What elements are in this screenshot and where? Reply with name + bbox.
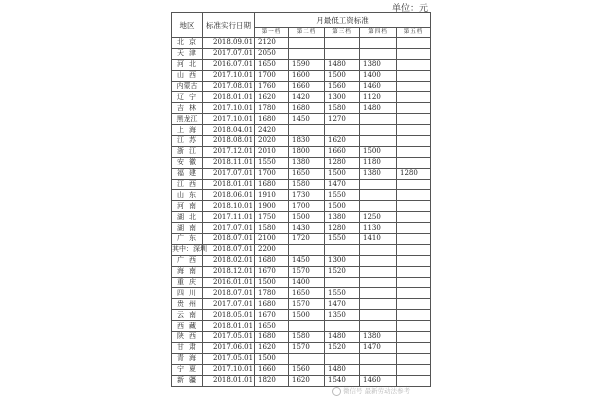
tier-1-cell: 1650: [255, 59, 289, 70]
tier-4-cell: [360, 266, 397, 277]
tier-5-cell: [397, 190, 431, 201]
header-tier-1: 第一档: [255, 28, 289, 38]
table-row: [172, 48, 431, 59]
tier-4-cell: 1460: [360, 81, 397, 92]
region-cell: 河北: [172, 59, 203, 70]
region-cell: 浙江: [172, 146, 203, 157]
region-cell: 黑龙江: [172, 114, 203, 125]
date-cell: 2018.09.01: [203, 38, 255, 49]
tier-3-cell: 1350: [325, 310, 360, 321]
date-cell: 2018.04.01: [203, 125, 255, 136]
tier-2-cell: 1580: [289, 179, 325, 190]
tier-4-cell: 1410: [360, 234, 397, 245]
tier-2-cell: 1560: [289, 364, 325, 375]
tier-3-cell: 1480: [325, 59, 360, 70]
table-row: [172, 179, 431, 190]
region-cell: 吉林: [172, 103, 203, 114]
date-cell: 2017.11.01: [203, 212, 255, 223]
tier-5-cell: [397, 223, 431, 234]
watermark-logo-icon: [332, 387, 341, 396]
table-row: [172, 277, 431, 288]
header-wage-group: 月最低工资标准: [255, 13, 431, 28]
tier-4-cell: [360, 364, 397, 375]
table-row: [172, 92, 431, 103]
tier-3-cell: [325, 38, 360, 49]
tier-5-cell: [397, 353, 431, 364]
tier-4-cell: 1180: [360, 157, 397, 168]
tier-4-cell: 1470: [360, 342, 397, 353]
table-row: [172, 299, 431, 310]
tier-5-cell: [397, 288, 431, 299]
region-cell: 辽宁: [172, 92, 203, 103]
table-row: [172, 146, 431, 157]
region-cell: 宁夏: [172, 364, 203, 375]
date-cell: 2016.07.01: [203, 59, 255, 70]
tier-1-cell: 1700: [255, 168, 289, 179]
table-row: [172, 38, 431, 49]
tier-3-cell: 1660: [325, 146, 360, 157]
tier-1-cell: 1680: [255, 332, 289, 343]
tier-4-cell: 1380: [360, 168, 397, 179]
tier-1-cell: 1670: [255, 310, 289, 321]
date-cell: 2018.02.01: [203, 255, 255, 266]
tier-5-cell: [397, 136, 431, 147]
tier-1-cell: 1750: [255, 212, 289, 223]
tier-5-cell: [397, 321, 431, 332]
tier-2-cell: 1720: [289, 234, 325, 245]
region-cell: 河南: [172, 201, 203, 212]
region-cell: 其中：深圳: [172, 245, 207, 254]
table-row: [172, 168, 431, 179]
tier-5-cell: [397, 157, 431, 168]
header-region: 地区: [172, 13, 203, 38]
date-cell: 2018.12.01: [203, 266, 255, 277]
tier-4-cell: 1460: [360, 375, 397, 386]
tier-4-cell: [360, 190, 397, 201]
tier-1-cell: 1780: [255, 103, 289, 114]
tier-3-cell: 1470: [325, 179, 360, 190]
tier-3-cell: 1280: [325, 223, 360, 234]
tier-1-cell: 1500: [255, 277, 289, 288]
tier-5-cell: [397, 310, 431, 321]
tier-1-cell: 1680: [255, 114, 289, 125]
tier-1-cell: 2200: [255, 244, 289, 255]
date-cell: 2018.05.01: [203, 310, 255, 321]
table-row: [172, 59, 431, 70]
tier-5-cell: [397, 266, 431, 277]
tier-1-cell: 2420: [255, 125, 289, 136]
minimum-wage-table: [171, 12, 431, 387]
tier-2-cell: 1800: [289, 146, 325, 157]
tier-5-cell: [397, 125, 431, 136]
region-cell: 陕西: [172, 332, 203, 343]
tier-1-cell: 2120: [255, 38, 289, 49]
table-row: [172, 223, 431, 234]
tier-2-cell: 1430: [289, 223, 325, 234]
date-cell: 2018.06.01: [203, 190, 255, 201]
tier-4-cell: [360, 321, 397, 332]
tier-2-cell: 1500: [289, 310, 325, 321]
tier-4-cell: 1380: [360, 59, 397, 70]
tier-5-cell: [397, 146, 431, 157]
region-cell: 重庆: [172, 277, 203, 288]
tier-5-cell: [397, 48, 431, 59]
tier-3-cell: 1550: [325, 190, 360, 201]
date-cell: 2017.10.01: [203, 114, 255, 125]
tier-5-cell: [397, 364, 431, 375]
tier-4-cell: 1250: [360, 212, 397, 223]
date-cell: 2017.10.01: [203, 103, 255, 114]
tier-2-cell: [289, 321, 325, 332]
date-cell: 2018.10.01: [203, 201, 255, 212]
tier-3-cell: [325, 125, 360, 136]
date-cell: 2017.05.01: [203, 353, 255, 364]
region-cell: 江西: [172, 179, 203, 190]
tier-2-cell: [289, 38, 325, 49]
date-cell: 2017.07.01: [203, 168, 255, 179]
tier-1-cell: 1500: [255, 353, 289, 364]
tier-4-cell: [360, 179, 397, 190]
table-row: [172, 342, 431, 353]
header-tier-4: 第四档: [360, 28, 397, 38]
header-tier-2: 第二档: [289, 28, 325, 38]
date-cell: 2017.05.01: [203, 332, 255, 343]
tier-1-cell: 1550: [255, 157, 289, 168]
tier-3-cell: 1470: [325, 299, 360, 310]
tier-4-cell: [360, 38, 397, 49]
date-cell: 2017.10.01: [203, 70, 255, 81]
tier-1-cell: 1660: [255, 364, 289, 375]
tier-2-cell: 1400: [289, 277, 325, 288]
tier-4-cell: [360, 299, 397, 310]
header-tier-3: 第三档: [325, 28, 360, 38]
tier-3-cell: [325, 321, 360, 332]
tier-2-cell: 1680: [289, 103, 325, 114]
tier-5-cell: [397, 255, 431, 266]
region-cell: 山东: [172, 190, 203, 201]
tier-3-cell: 1520: [325, 266, 360, 277]
table-row: [172, 190, 431, 201]
tier-3-cell: 1300: [325, 92, 360, 103]
tier-4-cell: [360, 114, 397, 125]
tier-1-cell: 1820: [255, 375, 289, 386]
tier-3-cell: 1500: [325, 201, 360, 212]
tier-4-cell: [360, 353, 397, 364]
tier-2-cell: 1570: [289, 266, 325, 277]
region-cell: 北京: [172, 38, 203, 49]
tier-4-cell: [360, 125, 397, 136]
tier-1-cell: 1910: [255, 190, 289, 201]
tier-5-cell: [397, 332, 431, 343]
tier-5-cell: [397, 375, 431, 386]
tier-5-cell: [397, 277, 431, 288]
region-cell: 天津: [172, 48, 203, 59]
tier-4-cell: 1130: [360, 223, 397, 234]
tier-1-cell: 2100: [255, 234, 289, 245]
region-cell: 贵州: [172, 299, 203, 310]
tier-3-cell: 1560: [325, 81, 360, 92]
date-cell: 2017.07.01: [203, 223, 255, 234]
tier-1-cell: 1760: [255, 81, 289, 92]
table-row: [172, 114, 431, 125]
date-cell: 2017.07.01: [203, 48, 255, 59]
tier-1-cell: 1620: [255, 342, 289, 353]
tier-2-cell: 1650: [289, 168, 325, 179]
tier-2-cell: 1450: [289, 255, 325, 266]
tier-1-cell: 1680: [255, 299, 289, 310]
region-cell: 新疆: [172, 375, 203, 386]
tier-3-cell: [325, 353, 360, 364]
tier-1-cell: 1780: [255, 288, 289, 299]
region-cell: 内蒙古: [172, 81, 203, 92]
tier-5-cell: [397, 201, 431, 212]
date-cell: 2017.07.01: [203, 299, 255, 310]
date-cell: 2018.01.01: [203, 92, 255, 103]
tier-4-cell: 1500: [360, 146, 397, 157]
date-cell: 2018.11.01: [203, 157, 255, 168]
tier-5-cell: [397, 114, 431, 125]
tier-1-cell: 1900: [255, 201, 289, 212]
tier-1-cell: 1670: [255, 266, 289, 277]
table-row: [172, 332, 431, 343]
tier-4-cell: [360, 244, 397, 255]
tier-4-cell: [360, 48, 397, 59]
tier-2-cell: 1730: [289, 190, 325, 201]
table-row: [172, 364, 431, 375]
date-cell: 2018.07.01: [203, 288, 255, 299]
region-cell: 江苏: [172, 136, 203, 147]
watermark-text: 微信号 最新劳动法参考: [343, 387, 411, 395]
tier-1-cell: 1620: [255, 92, 289, 103]
date-cell: 2017.10.01: [203, 364, 255, 375]
watermark: [332, 386, 410, 396]
unit-label: 单位：元: [391, 4, 428, 14]
tier-2-cell: 1650: [289, 288, 325, 299]
region-cell: 海南: [172, 266, 203, 277]
tier-5-cell: [397, 212, 431, 223]
tier-2-cell: 1580: [289, 332, 325, 343]
tier-3-cell: 1270: [325, 114, 360, 125]
table-row: [172, 81, 431, 92]
table-row: [172, 136, 431, 147]
tier-2-cell: 1660: [289, 81, 325, 92]
tier-4-cell: [360, 288, 397, 299]
tier-5-cell: [397, 244, 431, 255]
tier-3-cell: 1300: [325, 255, 360, 266]
tier-3-cell: 1480: [325, 332, 360, 343]
tier-5-cell: [397, 179, 431, 190]
tier-3-cell: 1520: [325, 342, 360, 353]
region-cell: 四川: [172, 288, 203, 299]
tier-1-cell: 1650: [255, 321, 289, 332]
table-row: [172, 244, 431, 255]
table-row: [172, 234, 431, 245]
header-tier-5: 第五档: [397, 28, 431, 38]
table-row: [172, 375, 431, 386]
tier-3-cell: 1580: [325, 103, 360, 114]
tier-4-cell: 1380: [360, 332, 397, 343]
tier-5-cell: 1280: [397, 168, 431, 179]
region-cell: 湖南: [172, 223, 203, 234]
tier-3-cell: 1500: [325, 70, 360, 81]
tier-2-cell: 1700: [289, 201, 325, 212]
tier-2-cell: 1380: [289, 157, 325, 168]
tier-2-cell: 1450: [289, 114, 325, 125]
tier-1-cell: 2010: [255, 146, 289, 157]
tier-1-cell: 1680: [255, 255, 289, 266]
tier-2-cell: [289, 244, 325, 255]
tier-5-cell: [397, 234, 431, 245]
tier-4-cell: [360, 201, 397, 212]
region-cell: 湖北: [172, 212, 203, 223]
tier-2-cell: [289, 353, 325, 364]
tier-4-cell: [360, 310, 397, 321]
region-cell: 安徽: [172, 157, 203, 168]
region-cell: 广东: [172, 234, 203, 245]
tier-2-cell: 1570: [289, 299, 325, 310]
tier-2-cell: [289, 125, 325, 136]
region-cell: 青海: [172, 353, 203, 364]
tier-4-cell: [360, 255, 397, 266]
tier-5-cell: [397, 103, 431, 114]
date-cell: 2017.08.01: [203, 81, 255, 92]
region-cell: 甘肃: [172, 342, 203, 353]
tier-3-cell: 1480: [325, 364, 360, 375]
tier-3-cell: [325, 244, 360, 255]
tier-4-cell: 1480: [360, 103, 397, 114]
region-cell: 西藏: [172, 321, 203, 332]
tier-3-cell: 1380: [325, 212, 360, 223]
table-row: [172, 266, 431, 277]
table-body: [172, 38, 431, 387]
tier-2-cell: 1620: [289, 375, 325, 386]
date-cell: 2018.01.01: [203, 321, 255, 332]
table-row: [172, 255, 431, 266]
table-row: [172, 103, 431, 114]
tier-2-cell: 1600: [289, 70, 325, 81]
date-cell: 2017.06.01: [203, 342, 255, 353]
date-cell: 2018.07.01: [203, 244, 255, 255]
tier-3-cell: [325, 277, 360, 288]
region-cell: 云南: [172, 310, 203, 321]
table-row: [172, 70, 431, 81]
tier-1-cell: 2020: [255, 136, 289, 147]
tier-3-cell: 1550: [325, 288, 360, 299]
tier-2-cell: 1420: [289, 92, 325, 103]
date-cell: 2017.12.01: [203, 146, 255, 157]
tier-5-cell: [397, 342, 431, 353]
tier-3-cell: 1540: [325, 375, 360, 386]
tier-2-cell: 1590: [289, 59, 325, 70]
header-date: 标准实行日期: [203, 13, 255, 38]
date-cell: 2016.01.01: [203, 277, 255, 288]
tier-2-cell: 1830: [289, 136, 325, 147]
tier-3-cell: 1620: [325, 136, 360, 147]
tier-5-cell: [397, 38, 431, 49]
region-cell: 上海: [172, 125, 203, 136]
table-row: [172, 212, 431, 223]
tier-3-cell: [325, 48, 360, 59]
date-cell: 2018.01.01: [203, 179, 255, 190]
date-cell: 2018.07.01: [203, 234, 255, 245]
region-cell: 山西: [172, 70, 203, 81]
tier-5-cell: [397, 70, 431, 81]
tier-1-cell: 1700: [255, 70, 289, 81]
table-row: [172, 321, 431, 332]
tier-3-cell: 1280: [325, 157, 360, 168]
table-row: [172, 201, 431, 212]
tier-5-cell: [397, 92, 431, 103]
tier-4-cell: [360, 136, 397, 147]
table-row: [172, 353, 431, 364]
region-cell: 福建: [172, 168, 203, 179]
tier-3-cell: 1550: [325, 234, 360, 245]
table-row: [172, 310, 431, 321]
table-row: [172, 157, 431, 168]
table-row: [172, 125, 431, 136]
tier-4-cell: [360, 277, 397, 288]
tier-1-cell: 1580: [255, 223, 289, 234]
tier-5-cell: [397, 59, 431, 70]
tier-5-cell: [397, 299, 431, 310]
tier-4-cell: 1400: [360, 70, 397, 81]
tier-2-cell: 1570: [289, 342, 325, 353]
tier-1-cell: 2050: [255, 48, 289, 59]
date-cell: 2018.08.01: [203, 136, 255, 147]
tier-1-cell: 1680: [255, 179, 289, 190]
region-cell: 广西: [172, 255, 203, 266]
table-row: [172, 288, 431, 299]
tier-5-cell: [397, 81, 431, 92]
date-cell: 2018.01.01: [203, 375, 255, 386]
tier-4-cell: 1120: [360, 92, 397, 103]
tier-2-cell: [289, 48, 325, 59]
tier-3-cell: 1500: [325, 168, 360, 179]
tier-2-cell: 1500: [289, 212, 325, 223]
